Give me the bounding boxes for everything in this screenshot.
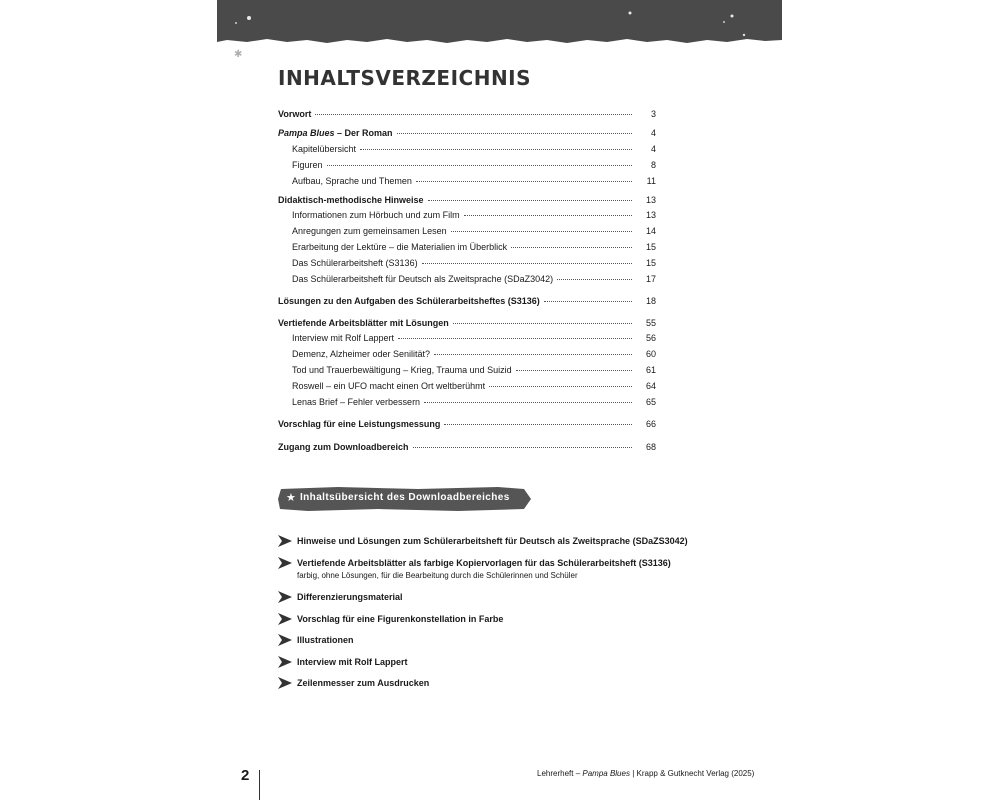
toc-leader [444, 423, 632, 425]
header-chalkboard-band [217, 0, 782, 46]
arrow-right-icon [278, 613, 292, 625]
arrow-right-icon [278, 535, 292, 547]
download-item-note: farbig, ohne Lösungen, für die Bearbeitung durch die Schülerinnen und Schüler [297, 571, 578, 580]
toc-page: 66 [645, 419, 656, 429]
toc-entry-kapitel[interactable] [292, 142, 656, 156]
toc-label [278, 126, 393, 140]
toc-label-rest: – Der Roman [334, 128, 393, 138]
download-item-label: Illustrationen [297, 635, 354, 645]
toc-label: Erarbeitung der Lektüre – die Materialien im Überblick [292, 242, 508, 252]
toc-label: Demenz, Alzheimer oder Senilität? [292, 349, 431, 359]
arrow-right-icon [278, 656, 292, 668]
toc-leader [327, 164, 632, 166]
toc-label: Lösungen zu den Aufgaben des Schülerarbeitsheftes (S3136) [278, 296, 540, 306]
download-item-label: Zeilenmesser zum Ausdrucken [297, 678, 430, 688]
toc-label: Figuren [292, 160, 323, 170]
toc-label: Roswell – ein UFO macht einen Ort weltberühmt [292, 381, 486, 391]
toc-leader [424, 401, 632, 403]
toc-page: 15 [645, 258, 656, 268]
toc-entry-vorwort[interactable] [278, 107, 656, 121]
toc-leader [516, 369, 632, 371]
toc-leader [451, 230, 632, 232]
toc-leader [511, 246, 632, 248]
arrow-right-icon [278, 634, 292, 646]
download-section-banner [278, 487, 532, 511]
footer-suffix: | Krapp & Gutknecht Verlag (2025) [629, 769, 755, 778]
toc-entry-interview[interactable] [292, 331, 656, 345]
toc-leader [453, 322, 632, 324]
toc-label: Didaktisch-methodische Hinweise [278, 195, 424, 205]
toc-leader [413, 446, 632, 448]
toc-leader [428, 199, 632, 201]
toc-entry-roswell[interactable] [292, 379, 656, 393]
toc-page: 68 [645, 442, 656, 452]
toc-entry-figuren[interactable] [292, 158, 656, 172]
toc-leader [434, 353, 632, 355]
toc-page: 4 [650, 144, 656, 154]
toc-entry-tod[interactable] [292, 363, 656, 377]
toc-page: 4 [650, 128, 656, 138]
toc-label: Aufbau, Sprache und Themen [292, 176, 412, 186]
toc-page: 17 [645, 274, 656, 284]
toc-leader [464, 214, 632, 216]
toc-entry-zugang[interactable] [278, 440, 656, 454]
footer-divider [259, 770, 260, 800]
toc-entry-demenz[interactable] [292, 347, 656, 361]
toc-page: 61 [645, 365, 656, 375]
toc-entry-heft-daz[interactable] [292, 272, 656, 286]
toc-entry-aufbau[interactable] [292, 174, 656, 188]
toc-entry-erarbeitung[interactable] [292, 240, 656, 254]
footer-title: Pampa Blues [582, 769, 630, 778]
toc-label: Das Schülerarbeitsheft für Deutsch als Zweitsprache (SDaZ3042) [292, 274, 554, 284]
toc-page: 3 [650, 109, 656, 119]
arrow-right-icon [278, 557, 292, 569]
page-title: INHALTSVERZEICHNIS [278, 66, 532, 90]
toc-leader [544, 300, 632, 302]
toc-page: 55 [645, 318, 656, 328]
toc-leader [360, 148, 632, 150]
arrow-right-icon [278, 677, 292, 689]
toc-entry-lena[interactable] [292, 395, 656, 409]
download-item-label: Vertiefende Arbeitsblätter als farbige Kopiervorlagen für das Schülerarbeitsheft (S3136) [297, 558, 671, 568]
toc-label: Anregungen zum gemeinsamen Lesen [292, 226, 447, 236]
toc-entry-leistung[interactable] [278, 417, 656, 431]
toc-label: Das Schülerarbeitsheft (S3136) [292, 258, 418, 268]
toc-leader [489, 385, 632, 387]
toc-label: Interview mit Rolf Lappert [292, 333, 395, 343]
toc-page: 65 [645, 397, 656, 407]
toc-entry-anregungen[interactable] [292, 224, 656, 238]
footer-credit [537, 769, 754, 778]
toc-page: 13 [645, 195, 656, 205]
toc-label: Lenas Brief – Fehler verbessern [292, 397, 421, 407]
toc-label: Vorschlag für eine Leistungsmessung [278, 419, 441, 429]
toc-leader [422, 262, 632, 264]
download-item-label: Differenzierungsmaterial [297, 592, 403, 602]
person-icon: ★ [286, 492, 296, 504]
toc-leader [398, 337, 632, 339]
toc-page: 60 [645, 349, 656, 359]
toc-label: Vertiefende Arbeitsblätter mit Lösungen [278, 318, 449, 328]
toc-label: Zugang zum Downloadbereich [278, 442, 409, 452]
toc-page: 11 [646, 176, 656, 186]
toc-page: 64 [645, 381, 656, 391]
toc-leader [416, 180, 632, 182]
toc-page: 56 [645, 333, 656, 343]
star-icon: ✱ [234, 49, 243, 60]
toc-leader [557, 278, 632, 280]
download-item-label: Interview mit Rolf Lappert [297, 657, 408, 667]
toc-entry-loesungen[interactable] [278, 294, 656, 308]
toc-entry-vertiefend[interactable] [278, 316, 656, 330]
toc-page: 18 [645, 296, 656, 306]
toc-entry-hoerbuch[interactable] [292, 208, 656, 222]
banner-title: Inhaltsübersicht des Downloadbereiches [300, 492, 510, 503]
toc-label: Tod und Trauerbewältigung – Krieg, Trauma und Suizid [292, 365, 512, 375]
arrow-right-icon [278, 591, 292, 603]
toc-label: Informationen zum Hörbuch und zum Film [292, 210, 460, 220]
toc-page: 8 [650, 160, 656, 170]
toc-label-italic: Pampa Blues [278, 128, 335, 138]
toc-label: Vorwort [278, 109, 312, 119]
toc-entry-didaktik[interactable] [278, 193, 656, 207]
download-item-label: Vorschlag für eine Figurenkonstellation in Farbe [297, 614, 504, 624]
toc-entry-roman[interactable] [278, 126, 656, 140]
toc-leader [397, 132, 632, 134]
toc-label: Kapitelübersicht [292, 144, 357, 154]
toc-page: 13 [645, 210, 656, 220]
page-number: 2 [241, 767, 250, 784]
toc-leader [315, 113, 632, 115]
toc-page: 14 [645, 226, 656, 236]
download-item-label: Hinweise und Lösungen zum Schülerarbeitsheft für Deutsch als Zweitsprache (SDaZS3042) [297, 536, 688, 546]
footer-prefix: Lehrerheft – [537, 769, 583, 778]
toc-page: 15 [645, 242, 656, 252]
toc-entry-heft[interactable] [292, 256, 656, 270]
